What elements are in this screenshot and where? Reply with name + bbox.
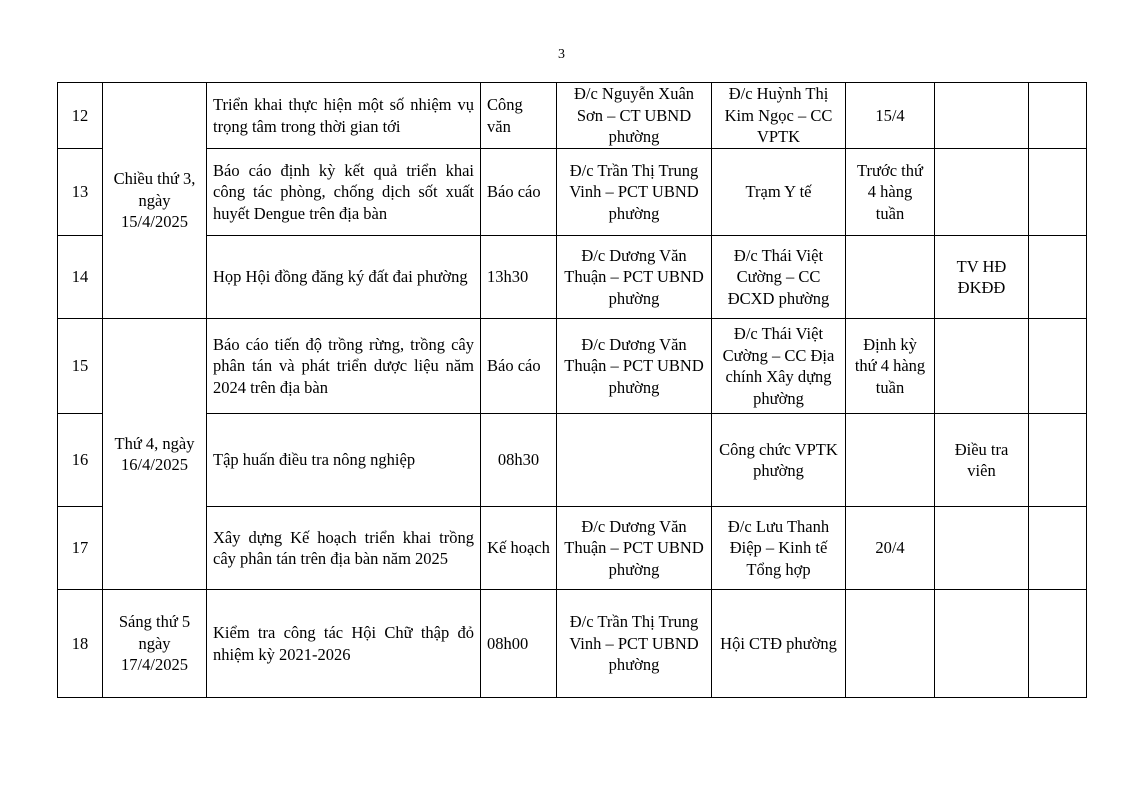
deadline-cell: Định kỳ thứ 4 hàng tuần	[846, 319, 935, 414]
responsible-cell: Hội CTĐ phường	[712, 590, 846, 698]
task-cell: Xây dựng Kế hoạch triển khai trồng cây phân tán trên địa bàn năm 2025	[207, 507, 481, 590]
time-cell: Thứ 4, ngày 16/4/2025	[103, 319, 207, 590]
time-cell: Sáng thứ 5 ngày 17/4/2025	[103, 590, 207, 698]
note-cell	[1029, 149, 1087, 236]
table-row	[58, 83, 1087, 149]
note-cell	[1029, 83, 1087, 149]
participants-cell	[935, 83, 1029, 149]
row-number: 14	[58, 236, 103, 319]
row-number: 18	[58, 590, 103, 698]
deadline-cell	[846, 590, 935, 698]
deadline-cell: 20/4	[846, 507, 935, 590]
task-cell: Triển khai thực hiện một số nhiệm vụ trọng tâm trong thời gian tới	[207, 83, 481, 149]
lead-cell: Đ/c Trần Thị Trung Vinh – PCT UBND phường	[557, 149, 712, 236]
responsible-cell: Đ/c Thái Việt Cường – CC Địa chính Xây dựng phường	[712, 319, 846, 414]
note-cell	[1029, 414, 1087, 507]
lead-cell: Đ/c Dương Văn Thuận – PCT UBND phường	[557, 236, 712, 319]
row-number: 16	[58, 414, 103, 507]
participants-cell: Điều tra viên	[935, 414, 1029, 507]
lead-cell: Đ/c Nguyễn Xuân Sơn – CT UBND phường	[557, 83, 712, 149]
form-cell: 08h00	[481, 590, 557, 698]
responsible-cell: Đ/c Huỳnh Thị Kim Ngọc – CC VPTK	[712, 83, 846, 149]
lead-cell: Đ/c Dương Văn Thuận – PCT UBND phường	[557, 507, 712, 590]
deadline-cell	[846, 236, 935, 319]
task-cell: Báo cáo tiến độ trồng rừng, trồng cây phân tán và phát triển dược liệu năm 2024 trên địa bàn	[207, 319, 481, 414]
responsible-cell: Công chức VPTK phường	[712, 414, 846, 507]
row-number: 17	[58, 507, 103, 590]
participants-cell	[935, 590, 1029, 698]
schedule-table	[57, 82, 1087, 698]
participants-cell: TV HĐ ĐKĐĐ	[935, 236, 1029, 319]
row-number: 13	[58, 149, 103, 236]
form-cell: Báo cáo	[481, 319, 557, 414]
table-row	[58, 319, 1087, 414]
note-cell	[1029, 590, 1087, 698]
note-cell	[1029, 507, 1087, 590]
responsible-cell: Đ/c Lưu Thanh Điệp – Kinh tế Tổng hợp	[712, 507, 846, 590]
note-cell	[1029, 236, 1087, 319]
table-row	[58, 507, 1087, 590]
form-cell: 13h30	[481, 236, 557, 319]
participants-cell	[935, 319, 1029, 414]
table-row	[58, 149, 1087, 236]
task-cell: Kiểm tra công tác Hội Chữ thập đỏ nhiệm kỳ 2021-2026	[207, 590, 481, 698]
form-cell: Kế hoạch	[481, 507, 557, 590]
lead-cell: Đ/c Trần Thị Trung Vinh – PCT UBND phường	[557, 590, 712, 698]
form-cell: Báo cáo	[481, 149, 557, 236]
task-cell: Họp Hội đồng đăng ký đất đai phường	[207, 236, 481, 319]
table-row	[58, 590, 1087, 698]
table-row	[58, 414, 1087, 507]
note-cell	[1029, 319, 1087, 414]
responsible-cell: Đ/c Thái Việt Cường – CC ĐCXD phường	[712, 236, 846, 319]
task-cell: Tập huấn điều tra nông nghiệp	[207, 414, 481, 507]
lead-cell: Đ/c Dương Văn Thuận – PCT UBND phường	[557, 319, 712, 414]
page-number: 3	[558, 47, 565, 62]
row-number: 15	[58, 319, 103, 414]
task-cell: Báo cáo định kỳ kết quả triển khai công tác phòng, chống dịch sốt xuất huyết Dengue trên địa bàn	[207, 149, 481, 236]
time-cell: Chiều thứ 3, ngày 15/4/2025	[103, 83, 207, 319]
deadline-cell: Trước thứ 4 hàng tuần	[846, 149, 935, 236]
responsible-cell: Trạm Y tế	[712, 149, 846, 236]
lead-cell	[557, 414, 712, 507]
deadline-cell: 15/4	[846, 83, 935, 149]
participants-cell	[935, 149, 1029, 236]
form-cell: 08h30	[481, 414, 557, 507]
table-row	[58, 236, 1087, 319]
deadline-cell	[846, 414, 935, 507]
row-number: 12	[58, 83, 103, 149]
form-cell: Công văn	[481, 83, 557, 149]
participants-cell	[935, 507, 1029, 590]
